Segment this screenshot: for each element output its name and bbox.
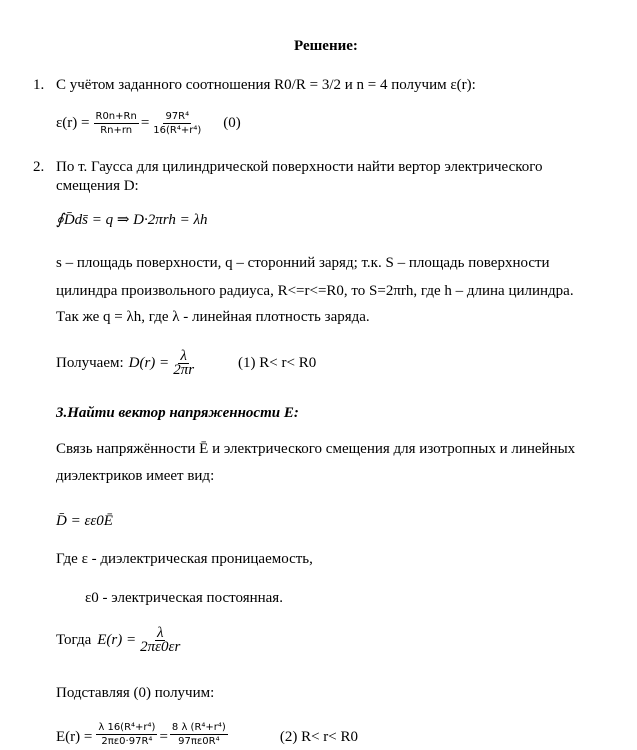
- final-frac1-num: λ 16(R⁴+r⁴): [98, 722, 156, 733]
- final-frac1-den: 2πε0·97R⁴: [101, 736, 153, 747]
- final-frac2-num: 8 λ (R⁴+r⁴): [171, 722, 226, 733]
- d-tag: (1) R< r< R0: [238, 355, 317, 371]
- item-2-para-2: цилиндра произвольного радиуса, R<=r<=R0, то S=2πrh, где h – длина цилиндра.: [56, 283, 574, 299]
- final-frac2-den: 97πε0R⁴: [178, 736, 220, 747]
- epsilon-lhs: ε(r) =: [56, 115, 90, 131]
- e-num: λ: [156, 625, 164, 641]
- section-3-para-1: Связь напряжённости Ē и электрического смещения для изотропных и линейных: [56, 441, 576, 457]
- solution-title: Решение:: [294, 38, 358, 54]
- item-2-line-1: По т. Гаусса для цилиндрической поверхности найти вертор электрического: [56, 159, 543, 175]
- then-label: Тогда: [56, 632, 92, 648]
- item-1-number: 1.: [33, 77, 45, 93]
- final-equals: =: [159, 729, 168, 745]
- d-num: λ: [180, 348, 187, 364]
- epsilon-fraction-2: [151, 110, 203, 137]
- epsilon-label: (0): [223, 115, 241, 131]
- section-3-para-2: диэлектриков имеет вид:: [56, 468, 215, 484]
- e-lhs: E(r) =: [97, 632, 137, 648]
- gauss-formula: ∮D̄ds̄ = q ⇒ D·2πrh = λh: [56, 212, 208, 228]
- d-epsilon-formula: D̄ = εε0Ē: [56, 513, 113, 529]
- d-formula-row: [56, 350, 316, 377]
- item-2-para-1: [56, 255, 550, 272]
- section-3-heading: 3.Найти вектор напряженности E:: [56, 405, 299, 421]
- e-fraction: [138, 627, 182, 654]
- epsilon-frac1-num: R0n+Rn: [95, 111, 137, 122]
- where-epsilon: Где ε - диэлектрическая проницаемость,: [56, 551, 313, 567]
- item-2-number: 2.: [33, 159, 45, 175]
- e-formula-row: [56, 627, 184, 654]
- d-fraction: [171, 350, 196, 377]
- item-1-text: С учётом заданного соотношения R0/R = 3/2 и n = 4 получим ε(r):: [56, 77, 476, 93]
- epsilon-frac2-num: 97R⁴: [165, 111, 190, 122]
- epsilon-formula: [56, 110, 241, 137]
- final-fraction-1: [96, 721, 157, 748]
- epsilon-fraction-1: [94, 110, 139, 137]
- epsilon-frac1-den: Rn+rn: [100, 125, 133, 136]
- item-2-para-3: Так же q = λh, где λ - линейная плотность заряда.: [56, 309, 370, 325]
- item-2-para-1-text: s – площадь поверхности, q – сторонний заряд; т.к. S – площадь поверхности: [56, 255, 550, 271]
- final-fraction-2: [170, 721, 228, 748]
- final-tag: (2) R< r< R0: [279, 729, 358, 745]
- final-lhs: E(r) =: [56, 729, 93, 745]
- e-den: 2πε0εr: [140, 639, 181, 655]
- d-lhs: D(r) =: [128, 355, 170, 371]
- epsilon-equals: =: [140, 115, 150, 131]
- epsilon-frac2-den: 16(R⁴+r⁴): [153, 125, 202, 136]
- where-epsilon0: ε0 - электрическая постоянная.: [85, 590, 283, 606]
- final-formula-row: [56, 721, 358, 748]
- substitute-text: Подставляя (0) получим:: [56, 685, 215, 701]
- d-den: 2πr: [173, 362, 195, 378]
- item-2-line-2: смещения D:: [56, 178, 139, 194]
- get-label: Получаем:: [56, 355, 124, 371]
